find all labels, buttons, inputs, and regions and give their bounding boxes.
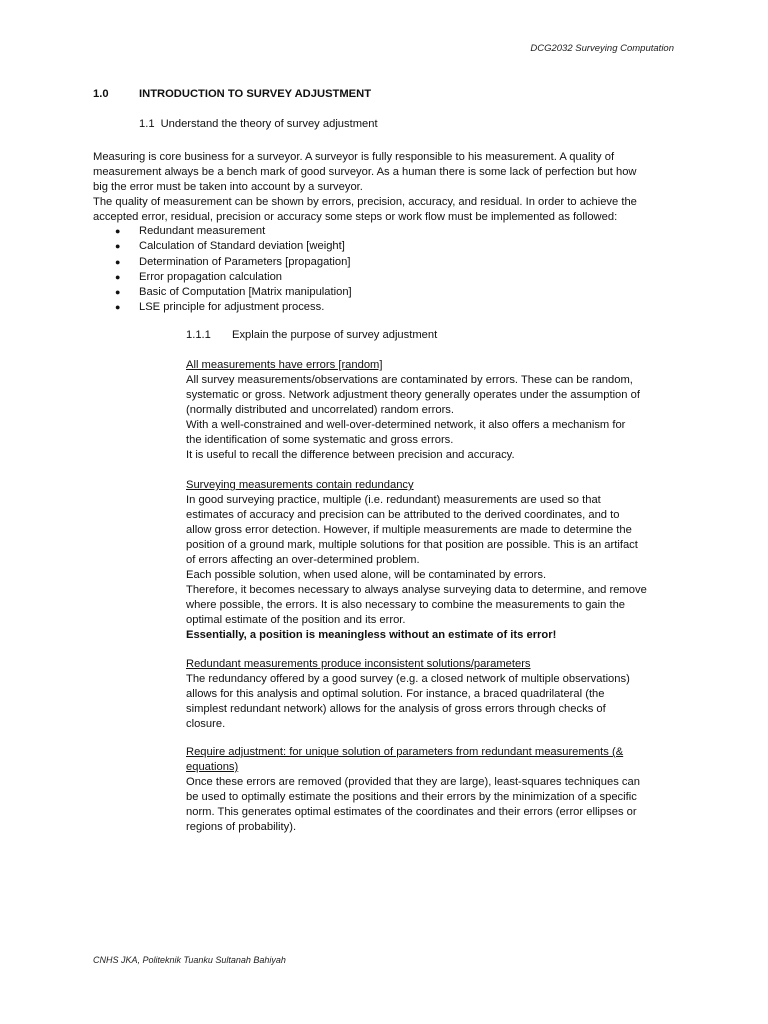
block-line: With a well-constrained and well-over-determined network, it also offers a mechanism for [186, 419, 626, 431]
block-line: Therefore, it becomes necessary to always analyse surveying data to determine, and remove [186, 584, 647, 596]
block-errors [186, 358, 686, 463]
intro-paragraph [93, 150, 683, 225]
bullet-text: Basic of Computation [Matrix manipulation] [139, 286, 352, 299]
bullet-text: Error propagation calculation [139, 270, 283, 283]
page-header: DCG2032 Surveying Computation [530, 43, 674, 54]
bullet-text: Redundant measurement [139, 225, 266, 237]
bullet-icon: ● [115, 226, 121, 236]
bullet-text: Determination of Parameters [propagation] [139, 255, 351, 268]
intro-line: accepted error, residual, precision or accuracy some steps or work flow must be implemented as followed: [93, 211, 618, 223]
bullet-icon: ● [115, 271, 121, 282]
block-line: position of a ground mark, multiple solutions for that position are possible. This is an artifact [186, 539, 638, 551]
subsection-title: Understand the theory of survey adjustment [160, 118, 378, 130]
block-adjustment [186, 745, 686, 835]
emphasis-line: Essentially, a position is meaningless without an estimate of its error! [186, 629, 557, 641]
intro-line: big the error must be taken into account by a surveyor. [93, 181, 363, 193]
bullet-text: LSE principle for adjustment process. [139, 301, 325, 314]
bullet-icon: ● [115, 302, 121, 313]
bullet-icon: ● [115, 241, 121, 252]
intro-line: The quality of measurement can be shown by errors, precision, accuracy, and residual. In order to achieve the [93, 196, 637, 208]
block-line: simplest redundant network) allows for the analysis of gross errors through checks of [186, 703, 606, 715]
block-line: of errors affecting an over-determined problem. [186, 554, 420, 566]
block-line: be used to optimally estimate the positions and their errors by the minimization of a specific [186, 791, 637, 803]
block-inconsistent [186, 657, 686, 732]
block-line: estimates of accuracy and precision can be attributed to the derived coordinates, and to [186, 509, 620, 521]
block-line: regions of probability). [186, 821, 297, 833]
bullet-item [115, 255, 352, 270]
block-title: Redundant measurements produce inconsistent solutions/parameters [186, 658, 531, 670]
block-line: All survey measurements/observations are contaminated by errors. These can be random, [186, 374, 633, 386]
bullet-text: Calculation of Standard deviation [weight] [139, 240, 345, 253]
block-line: Each possible solution, when used alone, will be contaminated by errors. [186, 569, 547, 581]
intro-line: Measuring is core business for a surveyor. A surveyor is fully responsible to his measurement. A quality of [93, 151, 615, 163]
page-footer: CNHS JKA, Politeknik Tuanku Sultanah Bahiyah [93, 955, 286, 965]
subsubsection-heading [186, 329, 437, 341]
block-line: allow gross error detection. However, if multiple measurements are made to determine the [186, 524, 632, 536]
bullet-item [115, 285, 352, 300]
bullet-icon: ● [115, 256, 121, 267]
block-line: systematic or gross. Network adjustment theory generally operates under the assumption of [186, 389, 640, 401]
block-line: norm. This generates optimal estimates of the coordinates and their errors (error ellipses or [186, 806, 637, 818]
block-title: All measurements have errors [random] [186, 359, 383, 371]
block-title: Surveying measurements contain redundancy [186, 479, 414, 491]
section-number: 1.0 [93, 88, 109, 100]
bullet-item [115, 270, 352, 285]
block-line: In good surveying practice, multiple (i.e. redundant) measurements are used so that [186, 494, 601, 506]
section-heading [93, 88, 371, 100]
block-line: where possible, the errors. It is also necessary to combine the measurements to gain the [186, 599, 626, 611]
block-line: closure. [186, 718, 226, 730]
block-title: equations) [186, 761, 239, 773]
block-line: allows for this analysis and optimal solution. For instance, a braced quadrilateral (the [186, 688, 605, 700]
block-title: Require adjustment: for unique solution of parameters from redundant measurements (& [186, 746, 624, 758]
bullet-icon: ● [115, 287, 121, 298]
block-line: The redundancy offered by a good survey (e.g. a closed network of multiple observations) [186, 673, 630, 685]
block-redundancy [186, 478, 686, 643]
block-line: It is useful to recall the difference between precision and accuracy. [186, 449, 515, 461]
bullet-item [115, 224, 352, 239]
bullet-item [115, 300, 352, 315]
subsubsection-title: Explain the purpose of survey adjustment [232, 329, 438, 341]
bullet-item [115, 239, 352, 254]
intro-line: measurement always be a bench mark of good surveyor. As a human there is some lack of perfection but how [93, 166, 637, 178]
subsection-heading [139, 118, 378, 130]
block-line: optimal estimate of the position and its error. [186, 614, 406, 626]
subsection-number: 1.1 [139, 118, 155, 130]
bullet-list [115, 224, 352, 316]
block-line: the identification of some systematic and gross errors. [186, 434, 454, 446]
block-line: Once these errors are removed (provided that they are large), least-squares techniques can [186, 776, 640, 788]
section-title: INTRODUCTION TO SURVEY ADJUSTMENT [139, 88, 372, 100]
subsubsection-number: 1.1.1 [186, 329, 211, 341]
block-line: (normally distributed and uncorrelated) random errors. [186, 404, 454, 416]
